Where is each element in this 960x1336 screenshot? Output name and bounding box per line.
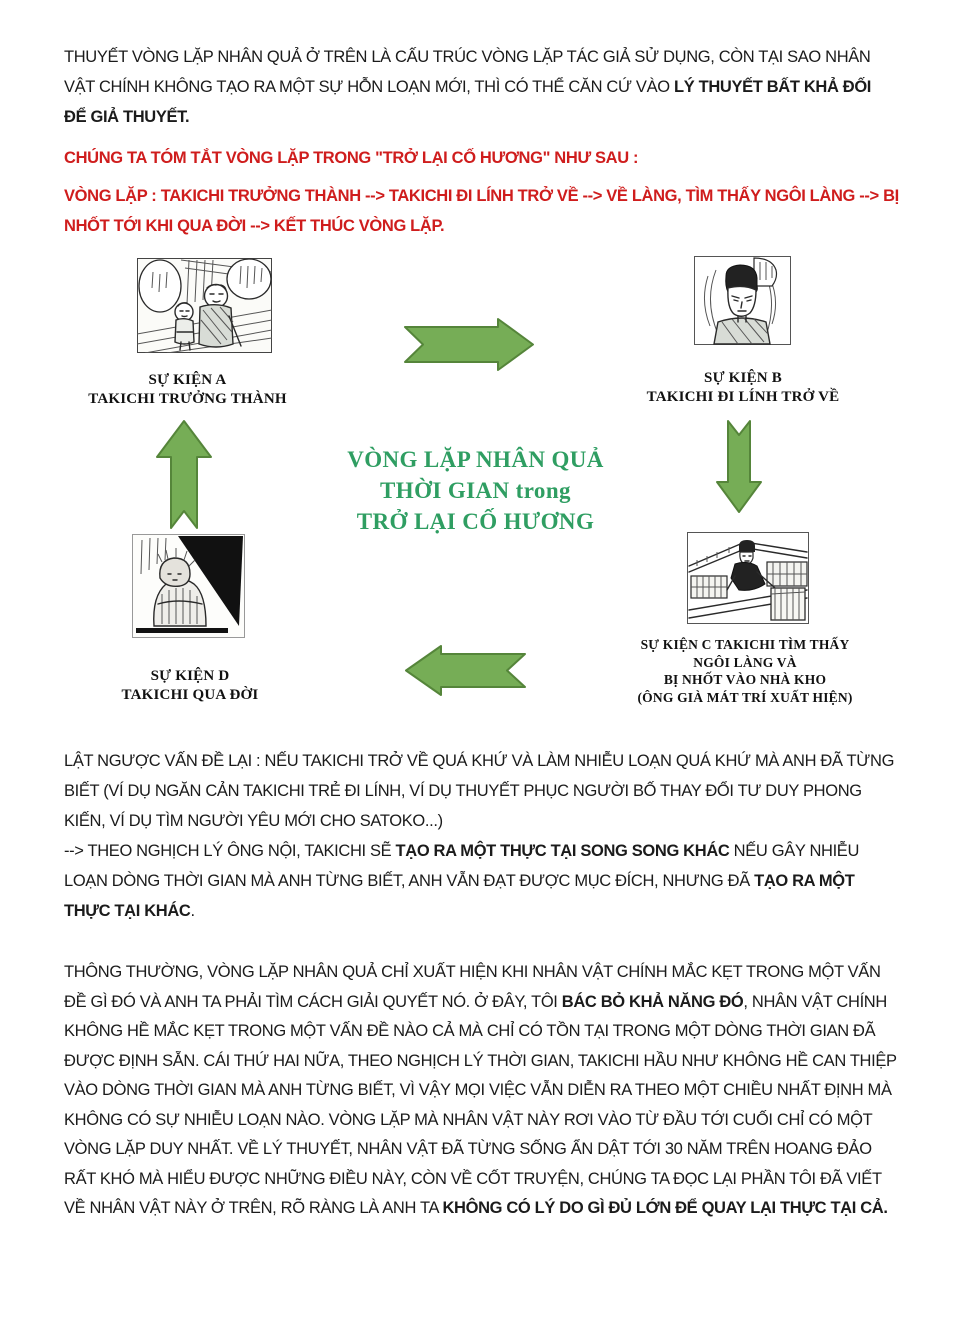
diagram-title	[318, 444, 633, 537]
event-b-label-line1: SỰ KIỆN B	[704, 370, 782, 386]
event-c-panel-image	[687, 532, 809, 624]
event-c-label-line4: (ÔNG GIÀ MÁT TRÍ XUẤT HIỆN)	[637, 689, 853, 705]
analysis-bold1: BÁC BỎ KHẢ NĂNG ĐÓ	[561, 992, 744, 1011]
event-c-label-line1: SỰ KIỆN C TAKICHI TÌM THẤY	[640, 637, 850, 652]
reverse-part2: --> THEO NGHỊCH LÝ ÔNG NỘI, TAKICHI SẼ	[64, 842, 396, 860]
event-d-label-line1: SỰ KIỆN D	[150, 668, 230, 684]
event-a-label-line2: TAKICHI TRƯỞNG THÀNH	[88, 391, 287, 407]
event-b-panel-image	[694, 256, 791, 345]
event-c-label-line3: BỊ NHỐT VÀO NHÀ KHO	[663, 672, 827, 687]
loop-summary-paragraph: VÒNG LẶP : TAKICHI TRƯỞNG THÀNH --> TAKICHI ĐI LÍNH TRỞ VỀ --> VỀ LÀNG, TÌM THẤY NGÔI LÀNG --> BỊ NHỐT TỚI KHI QUA ĐỜI --> KẾT THÚC VÒNG LẶP.	[64, 187, 899, 235]
diagram-title-line1: VÒNG LẶP NHÂN QUẢ	[347, 447, 604, 472]
event-b-label-line2: TAKICHI ĐI LÍNH TRỞ VỀ	[646, 389, 840, 405]
summary-heading: CHÚNG TA TÓM TẮT VÒNG LẶP TRONG "TRỞ LẠI CỐ HƯƠNG" NHƯ SAU :	[64, 149, 639, 167]
diagram-title-line2: THỜI GIAN trong	[380, 478, 571, 503]
reverse-argument-paragraph	[64, 746, 900, 926]
diagram-title-line3: TRỞ LẠI CỐ HƯƠNG	[356, 509, 595, 534]
intro-text: THUYẾT VÒNG LẶP NHÂN QUẢ Ở TRÊN LÀ CẤU TRÚC VÒNG LẶP TÁC GIẢ SỬ DỤNG, CÒN TẠI SAO NHÂN VẬT CHÍNH KHÔNG TẠO RA MỘT SỰ HỖN LOẠN MỚI, THÌ CÓ THỂ CĂN CỨ VÀO	[64, 48, 871, 96]
event-b-label	[614, 369, 872, 407]
event-a-label-line1: SỰ KIỆN A	[148, 372, 227, 388]
analysis-paragraph	[64, 958, 902, 1224]
intro-bold-text: LÝ THUYẾT BẤT KHẢ ĐỐI ĐỂ GIẢ THUYẾT.	[64, 78, 872, 126]
reverse-part3: NẾU GÂY NHIỄU LOẠN DÒNG THỜI GIAN MÀ ANH TỪNG BIẾT, ANH VẪN ĐẠT ĐƯỢC MỤC ĐÍCH, NHƯNG ĐÃ	[64, 842, 860, 890]
event-a-label	[60, 371, 315, 409]
arrow-c-to-d-icon	[403, 644, 528, 702]
reverse-bold1: TẠO RA MỘT THỰC TẠI SONG SONG KHÁC	[395, 842, 730, 860]
event-c-label-line2: NGÔI LÀNG VÀ	[693, 654, 797, 670]
event-d-label	[85, 667, 295, 705]
reverse-tail: .	[190, 902, 195, 920]
analysis-part1: THÔNG THƯỜNG, VÒNG LẶP NHÂN QUẢ CHỈ XUẤT HIỆN KHI NHÂN VẬT CHÍNH MẮC KẸT TRONG MỘT VẤN ĐỀ GÌ ĐÓ VÀ ANH TA PHẢI TÌM CÁCH GIẢI QUYẾT NÓ. Ở ĐÂY, TÔI	[64, 963, 881, 1011]
arrow-d-to-a-icon	[155, 419, 213, 536]
reverse-bold2: TẠO RA MỘT THỰC TẠI KHÁC	[64, 872, 855, 920]
reverse-part1: LẬT NGƯỢC VẤN ĐỀ LẠI : NẾU TAKICHI TRỞ VỀ QUÁ KHỨ VÀ LÀM NHIỄU LOẠN QUÁ KHỨ MÀ ANH ĐÃ TỪNG BIẾT (VÍ DỤ NGĂN CẢN TAKICHI TRẺ ĐI LÍNH, VÍ DỤ THUYẾT PHỤC NGƯỜI BỐ THAY ĐỔI TƯ DUY PHONG KIẾN, VÍ DỤ TÌM NGƯỜI YÊU MỚI CHO SATOKO...)	[64, 752, 895, 830]
arrow-b-to-c-icon	[715, 419, 763, 520]
event-d-label-line2: TAKICHI QUA ĐỜI	[121, 687, 259, 703]
event-c-label	[614, 636, 876, 706]
event-a-panel-image	[137, 258, 272, 353]
intro-paragraph	[64, 42, 896, 132]
analysis-part2: , NHÂN VẬT CHÍNH KHÔNG HỀ MẮC KẸT TRONG MỘT VẤN ĐỀ NÀO CẢ MÀ CHỈ CÓ TỒN TẠI TRONG MỘT DÒNG THỜI GIAN ĐÃ ĐƯỢC ĐỊNH SẴN. CÁI THỨ HAI NỮA, THEO NGHỊCH LÝ THỜI GIAN, TAKICHI HẦU NHƯ KHÔNG HỀ CAN THIỆP VÀO DÒNG THỜI GIAN MÀ ANH TỪNG BIẾT, VÌ VẬY MỌI VIỆC VẪN DIỄN RA THEO MỘT CHIỀU NHẤT ĐỊNH MÀ KHÔNG CÓ SỰ NHIỄU LOẠN NÀO. VÒNG LẶP MÀ NHÂN VẬT NÀY RƠI VÀO TỪ ĐẦU TỚI CUỐI CHỈ CÓ MỘT VÒNG LẶP DUY NHẤT. VỀ LÝ THUYẾT, NHÂN VẬT ĐÃ TỪNG SỐNG ẨN DẬT TỚI 30 NĂM TRÊN HOANG ĐẢO RẤT KHÓ MÀ HIỂU ĐƯỢC NHỮNG ĐIỀU NÀY, CÒN VỀ CỐT TRUYỆN, CHÚNG TA ĐỌC LẠI PHẦN TÔI ĐÃ VIẾT VỀ NHÂN VẬT NÀY Ở TRÊN, RÕ RÀNG LÀ ANH TA	[64, 992, 897, 1217]
event-d-panel-image	[132, 534, 245, 638]
arrow-a-to-b-icon	[403, 316, 536, 378]
analysis-bold2: KHÔNG CÓ LÝ DO GÌ ĐỦ LỚN ĐỂ QUAY LẠI THỰC TẠI CẢ.	[442, 1199, 888, 1217]
